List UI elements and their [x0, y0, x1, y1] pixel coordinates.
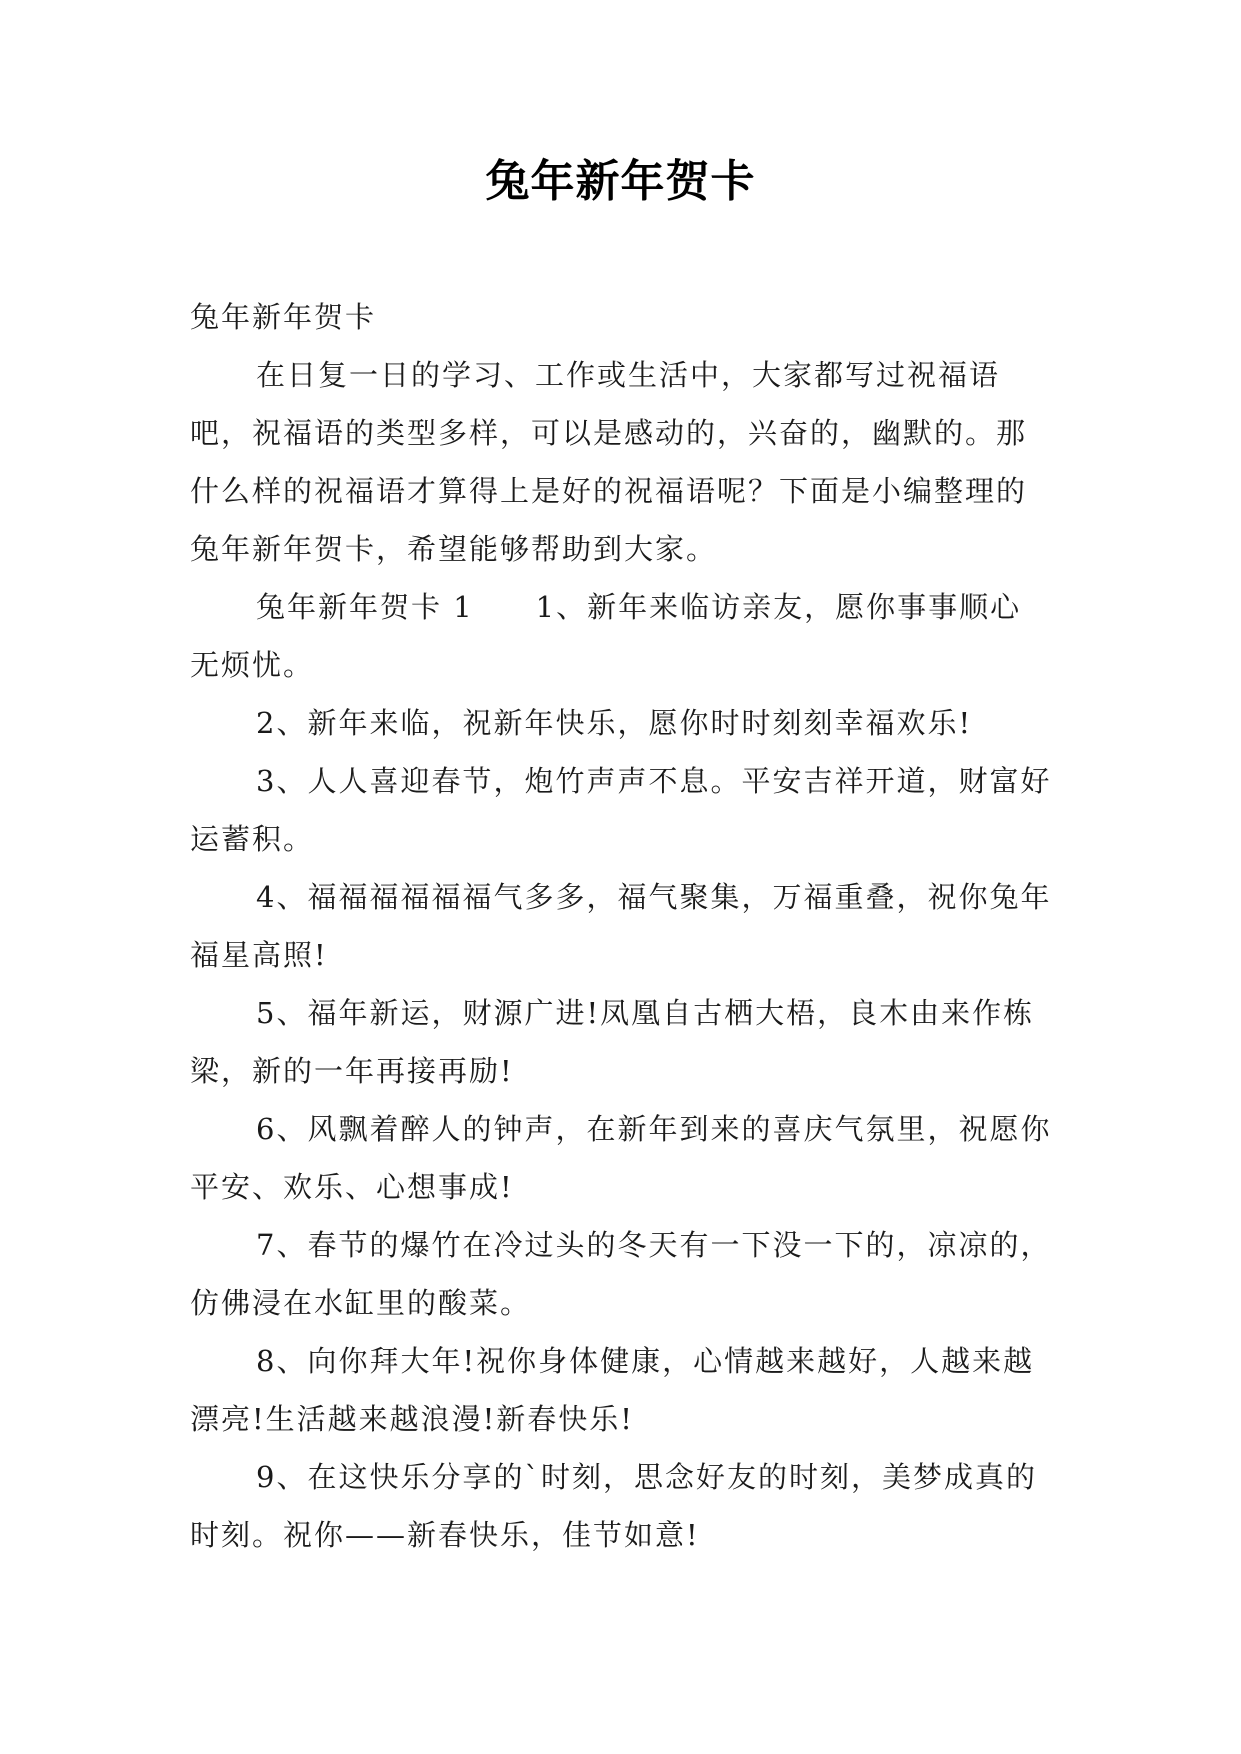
paragraph-item-2: 2、新年来临，祝新年快乐，愿你时时刻刻幸福欢乐!	[256, 706, 973, 740]
document-body	[190, 288, 1052, 1564]
paragraph-item-5: 5、福年新运，财源广进!凤凰自古栖大梧，良木由来作栋梁，新的一年再接再励!	[190, 996, 1035, 1088]
paragraph-item-6: 6、风飘着醉人的钟声，在新年到来的喜庆气氛里，祝愿你平安、欢乐、心想事成!	[190, 1112, 1052, 1204]
paragraph-item-9: 9、在这快乐分享的`时刻，思念好友的时刻，美梦成真的时刻。祝你——新春快乐，佳节如意!	[190, 1460, 1037, 1552]
document-subtitle: 兔年新年贺卡	[190, 300, 377, 334]
paragraph-item-4: 4、福福福福福福气多多，福气聚集，万福重叠，祝你兔年福星高照!	[190, 880, 1052, 972]
paragraph-item-7: 7、春节的爆竹在冷过头的冬天有一下没一下的，凉凉的，仿佛浸在水缸里的酸菜。	[190, 1228, 1052, 1320]
paragraph-intro: 在日复一日的学习、工作或生活中，大家都写过祝福语吧，祝福语的类型多样，可以是感动的，兴奋的，幽默的。那什么样的祝福语才算得上是好的祝福语呢？下面是小编整理的兔年新年贺卡，希望能够帮助到大家。	[190, 358, 1028, 566]
document-title: 兔年新年贺卡	[485, 156, 756, 207]
paragraph-item-3: 3、人人喜迎春节，炮竹声声不息。平安吉祥开道，财富好运蓄积。	[190, 764, 1052, 856]
paragraph-item-8: 8、向你拜大年!祝你身体健康，心情越来越好，人越来越漂亮!生活越来越浪漫!新春快乐!	[190, 1344, 1035, 1436]
paragraph-item-1: 兔年新年贺卡 1 1、新年来临访亲友，愿你事事顺心无烦忧。	[190, 590, 1022, 682]
